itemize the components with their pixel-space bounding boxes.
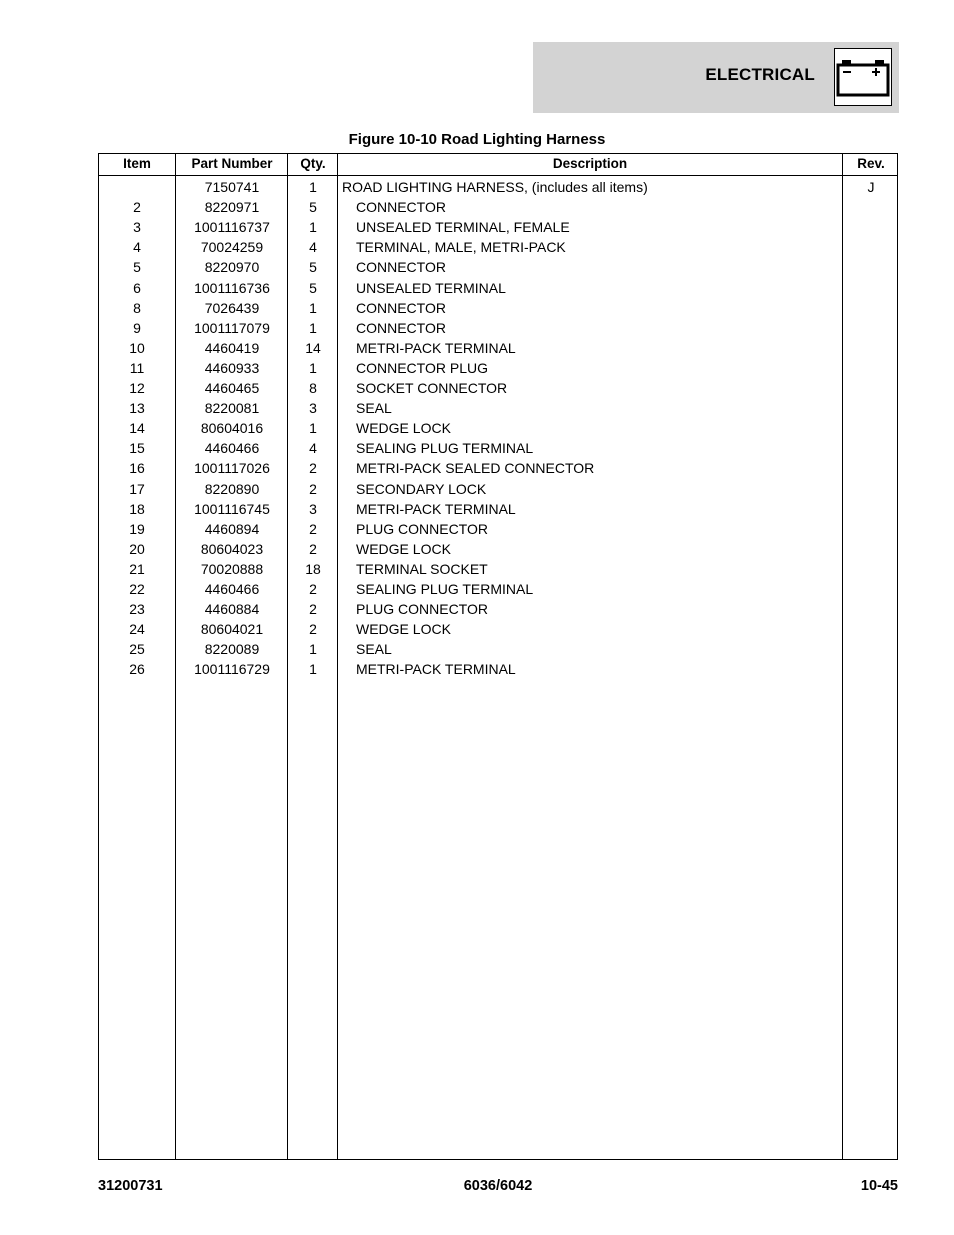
description-cell: WEDGE LOCK	[356, 420, 451, 437]
qty-cell: 2	[309, 601, 317, 618]
qty-cell: 2	[309, 581, 317, 597]
part-number-cell: 7150741	[204, 179, 260, 195]
item-cell: 25	[129, 641, 145, 658]
parts-table	[98, 153, 898, 1160]
item-cell: 5	[133, 259, 141, 276]
item-cell: 18	[129, 500, 145, 517]
qty-cell: 4	[309, 440, 317, 457]
description-cell: SEAL	[356, 641, 392, 658]
table-row	[99, 177, 897, 197]
qty-cell: 1	[309, 359, 317, 376]
table-row	[99, 458, 897, 478]
qty-cell: 2	[309, 520, 317, 537]
item-cell: 24	[129, 621, 145, 638]
part-number-cell: 1001116729	[194, 661, 270, 678]
part-number-cell: 7026439	[204, 299, 260, 316]
description-cell: SEALING PLUG TERMINAL	[356, 581, 534, 597]
qty-cell: 5	[309, 199, 317, 216]
part-number-cell: 1001117026	[194, 460, 270, 477]
item-cell: 12	[129, 380, 145, 396]
table-row	[99, 237, 897, 257]
section-header	[533, 42, 899, 113]
description-cell: WEDGE LOCK	[356, 540, 451, 557]
item-cell: 14	[129, 420, 145, 437]
qty-cell: 1	[309, 641, 317, 658]
footer-model: 6036/6042	[463, 1178, 533, 1194]
part-number-cell: 1001116745	[194, 500, 270, 517]
table-row	[99, 398, 897, 418]
qty-cell: 1	[309, 299, 317, 316]
qty-cell: 14	[305, 339, 321, 356]
qty-cell: 5	[309, 279, 317, 296]
part-number-cell: 4460894	[204, 520, 260, 537]
table-row	[99, 619, 897, 639]
qty-cell: 1	[309, 420, 317, 437]
qty-cell: 8	[309, 380, 317, 396]
item-cell: 16	[129, 460, 145, 477]
table-row	[99, 438, 897, 458]
qty-cell: 18	[305, 560, 321, 577]
part-number-cell: 80604016	[200, 420, 264, 437]
part-number-cell: 1001116736	[194, 279, 270, 296]
description-cell: SOCKET CONNECTOR	[356, 380, 508, 396]
description-cell: WEDGE LOCK	[356, 621, 451, 638]
part-number-cell: 8220081	[204, 400, 260, 417]
table-row	[99, 599, 897, 619]
table-row	[99, 579, 897, 599]
item-cell: 11	[129, 359, 145, 376]
qty-cell: 3	[309, 500, 317, 517]
item-cell: 3	[133, 219, 141, 236]
section-title: ELECTRICAL	[705, 65, 815, 84]
table-row	[99, 659, 897, 679]
description-cell: SEALING PLUG TERMINAL	[356, 440, 534, 457]
table-row	[99, 378, 897, 398]
description-cell: METRI-PACK TERMINAL	[356, 500, 516, 517]
description-cell: UNSEALED TERMINAL	[356, 279, 506, 296]
description-cell: CONNECTOR PLUG	[356, 359, 488, 376]
part-number-cell: 1001117079	[194, 319, 270, 336]
description-cell: PLUG CONNECTOR	[356, 520, 488, 537]
qty-cell: 1	[309, 179, 317, 195]
description-cell: METRI-PACK TERMINAL	[356, 339, 516, 356]
description-cell: PLUG CONNECTOR	[356, 601, 488, 618]
description-cell: SECONDARY LOCK	[356, 480, 487, 497]
part-number-cell: 8220089	[204, 641, 260, 658]
table-row	[99, 539, 897, 559]
qty-cell: 2	[309, 540, 317, 557]
description-cell: UNSEALED TERMINAL, FEMALE	[356, 219, 570, 236]
item-cell: 21	[129, 560, 145, 577]
part-number-cell: 1001116737	[194, 219, 270, 236]
item-cell: 6	[133, 279, 141, 296]
qty-cell: 1	[309, 319, 317, 336]
item-cell: 4	[133, 239, 141, 256]
part-number-cell: 8220890	[204, 480, 260, 497]
column-header-qty: Qty.	[300, 156, 326, 171]
item-cell: 17	[129, 480, 145, 497]
item-cell: 15	[129, 440, 145, 457]
table-row	[99, 418, 897, 438]
part-number-cell: 70020888	[200, 560, 264, 577]
table-row	[99, 358, 897, 378]
table-row	[99, 298, 897, 318]
description-cell: TERMINAL SOCKET	[356, 560, 488, 577]
description-cell: CONNECTOR	[356, 259, 446, 276]
qty-cell: 5	[309, 259, 317, 276]
figure-title: Figure 10-10 Road Lighting Harness	[348, 131, 606, 148]
column-header-description: Description	[552, 156, 628, 171]
description-cell: METRI-PACK SEALED CONNECTOR	[356, 460, 595, 477]
table-row	[99, 318, 897, 338]
qty-cell: 2	[309, 480, 317, 497]
table-row	[99, 519, 897, 539]
part-number-cell: 70024259	[200, 239, 264, 256]
part-number-cell: 4460466	[204, 581, 260, 597]
description-cell: SEAL	[356, 400, 392, 417]
qty-cell: 2	[309, 621, 317, 638]
part-number-cell: 80604023	[200, 540, 264, 557]
part-number-cell: 4460419	[204, 339, 260, 356]
description-cell: CONNECTOR	[356, 199, 446, 216]
qty-cell: 2	[309, 460, 317, 477]
item-cell: 2	[133, 199, 141, 216]
part-number-cell: 80604021	[200, 621, 264, 638]
part-number-cell: 4460466	[204, 440, 260, 457]
qty-cell: 1	[309, 661, 317, 678]
item-cell: 8	[133, 299, 141, 316]
rev-cell: J	[867, 179, 875, 195]
footer-page-number: 10-45	[860, 1178, 898, 1194]
part-number-cell: 8220971	[204, 199, 260, 216]
battery-icon	[834, 48, 892, 106]
item-cell: 26	[129, 661, 145, 678]
description-cell: ROAD LIGHTING HARNESS, (includes all items)	[342, 179, 648, 195]
item-cell: 22	[129, 581, 145, 597]
table-row	[99, 338, 897, 358]
item-cell: 10	[129, 339, 145, 356]
part-number-cell: 4460465	[204, 380, 260, 396]
item-cell: 23	[129, 601, 145, 618]
table-row	[99, 499, 897, 519]
description-cell: TERMINAL, MALE, METRI-PACK	[356, 239, 566, 256]
description-cell: CONNECTOR	[356, 299, 446, 316]
item-cell: 20	[129, 540, 145, 557]
table-row	[99, 257, 897, 277]
part-number-cell: 4460884	[204, 601, 260, 618]
table-row	[99, 278, 897, 298]
table-row	[99, 639, 897, 659]
part-number-cell: 4460933	[204, 359, 260, 376]
qty-cell: 4	[309, 239, 317, 256]
part-number-cell: 8220970	[204, 259, 260, 276]
qty-cell: 1	[309, 219, 317, 236]
description-cell: METRI-PACK TERMINAL	[356, 661, 516, 678]
column-header-part-number: Part Number	[191, 156, 273, 171]
item-cell: 19	[129, 520, 145, 537]
column-header-rev: Rev.	[857, 156, 885, 171]
table-row	[99, 479, 897, 499]
item-cell: 13	[129, 400, 145, 417]
description-cell: CONNECTOR	[356, 319, 446, 336]
footer-doc-number: 31200731	[98, 1178, 163, 1194]
table-row	[99, 217, 897, 237]
table-row	[99, 559, 897, 579]
column-header-item: Item	[123, 156, 151, 171]
table-row	[99, 197, 897, 217]
qty-cell: 3	[309, 400, 317, 417]
item-cell: 9	[133, 319, 141, 336]
